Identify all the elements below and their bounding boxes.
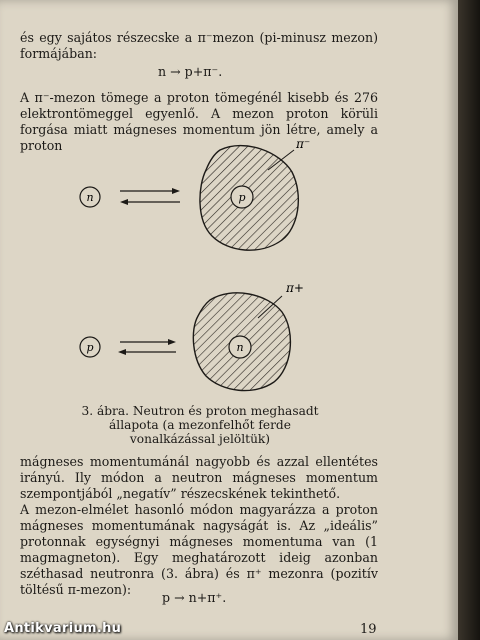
watermark-logo: Antikvarium.hu: [4, 621, 122, 636]
page-number: 19: [360, 622, 377, 637]
bottom-cloud-label: π+: [286, 281, 304, 295]
bottom-center-label: n: [236, 341, 244, 354]
figure-caption: 3. ábra. Neutron és proton meghasadt állapota (a mezonfelhőt ferde vonalkázással jelöltük): [81, 404, 319, 446]
top-center-label: p: [238, 191, 246, 204]
top-diagram: [80, 137, 310, 250]
bottom-left-label: p: [86, 341, 94, 354]
paragraph-meson-mass: A π⁻-mezon tömege a proton tömegénél kisebb és 276 elektrontömeggel egyenlő. A mezon proton körüli forgása miatt mágneses momentum jön létre, amely a proton: [20, 90, 378, 153]
paragraph-intro: és egy sajátos részecske a π⁻mezon (pi-minusz mezon) formájában:: [20, 30, 378, 61]
top-left-label: n: [86, 191, 94, 204]
book-spine-shadow: [458, 0, 480, 640]
paragraph-neutron-moment: mágneses momentumánál nagyobb és azzal ellentétes irányú. Ily módon a neutron mágneses momentum szempontjából „negatív” részecskének tekinthető.: [20, 454, 378, 501]
top-cloud-label: π⁻: [296, 137, 311, 151]
bottom-diagram: [80, 281, 304, 391]
equation-neutron-decay: n → p+π⁻.: [158, 64, 223, 79]
paragraph-proton-moment: A mezon-elmélet hasonló módon magyarázza a proton mágneses momentumának nagyságát is. Az „ideális” protonnak egységnyi mágneses momentuma van (1 magmagneton). Egy meghatározott ideig azonban széthasad neutronra (3. ábra) és π⁺ mezonra (pozitív töltésű π-mezon):: [20, 502, 378, 597]
figure-3-diagram: [60, 130, 390, 398]
equation-proton-decay: p → n+π⁺.: [162, 590, 227, 605]
